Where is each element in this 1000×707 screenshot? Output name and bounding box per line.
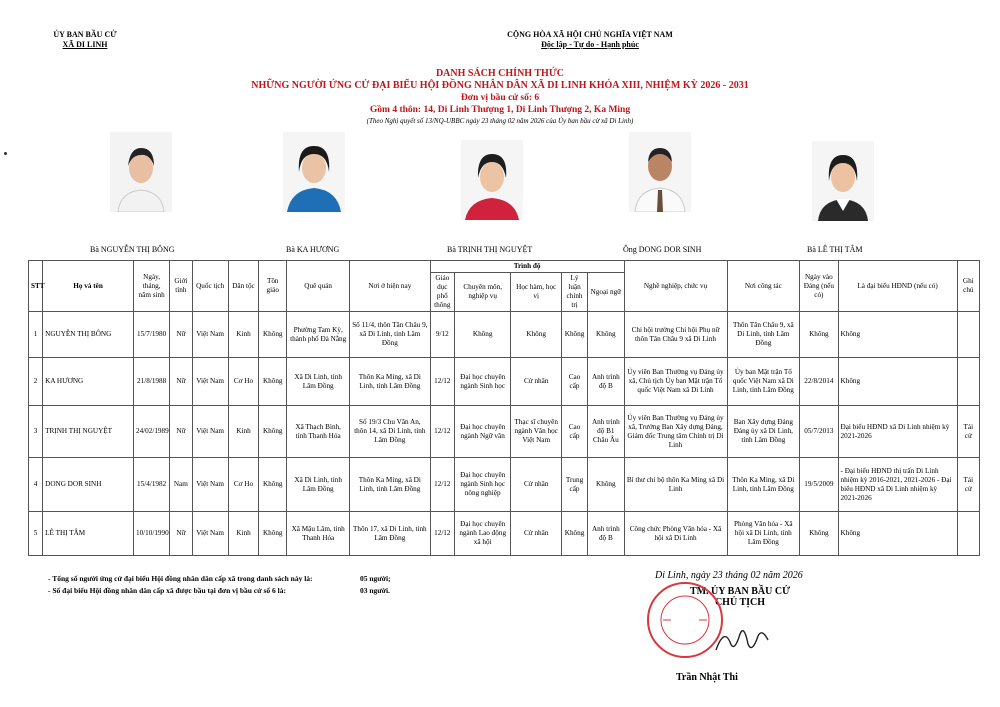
cell-occupation: Bí thư chi bộ thôn Ka Ming xã Di Linh: [624, 458, 727, 512]
cell-political: Trung cấp: [561, 458, 587, 512]
cell-nationality: Việt Nam: [192, 512, 228, 556]
cell-degree: Cử nhân: [511, 512, 561, 556]
col-header-note: Ghi chú: [957, 261, 979, 312]
cell-hometown: Phường Tam Kỳ, thành phố Đà Nẵng: [287, 312, 350, 358]
cell-gender: Nam: [170, 458, 192, 512]
cell-hometown: Xã Mậu Lâm, tỉnh Thanh Hóa: [287, 512, 350, 556]
cell-language: Không: [588, 312, 624, 358]
cell-nationality: Việt Nam: [192, 458, 228, 512]
col-header-residence: Nơi ở hiện nay: [349, 261, 430, 312]
summary-total-value: 05 người;: [360, 574, 391, 583]
col-header-trinh-do: Trình độ: [430, 261, 624, 273]
cell-note: [957, 512, 979, 556]
cell-party-date: Không: [800, 512, 838, 556]
cell-party-date: 22/8/2014: [800, 358, 838, 406]
sign-org-name: TM. ỦY BAN BẦU CỬ: [689, 586, 791, 597]
cell-ethnicity: Kinh: [228, 312, 258, 358]
cell-specialty: Đại học chuyên ngành Lao động xã hội: [454, 512, 511, 556]
cell-hdnd: Không: [838, 512, 957, 556]
cell-religion: Không: [259, 312, 287, 358]
cell-occupation: Ủy viên Ban Thường vụ Đảng ủy xã, Trưởng Ban Xây dựng Đảng, Giám đốc Trung tâm Chính trị Di Linh: [624, 406, 727, 458]
issuer-line1: ỦY BAN BẦU CỬ: [53, 30, 117, 39]
cell-dob: 21/8/1988: [133, 358, 169, 406]
photo-caption-4: Ông DONG DOR SINH: [623, 245, 702, 254]
candidate-photo-1: [110, 132, 172, 212]
candidate-photo-3: [461, 140, 523, 220]
col-header-specialty: Chuyên môn, nghiệp vụ: [454, 273, 511, 312]
cell-dob: 10/10/1990: [133, 512, 169, 556]
cell-ethnicity: Kinh: [228, 406, 258, 458]
cell-general-edu: 12/12: [430, 458, 454, 512]
cell-hometown: Xã Thạch Bình, tỉnh Thanh Hóa: [287, 406, 350, 458]
cell-dob: 15/4/1982: [133, 458, 169, 512]
cell-political: Không: [561, 512, 587, 556]
summary-seats-value: 03 người.: [360, 586, 390, 595]
table-row: [29, 406, 980, 458]
cell-language: Không: [588, 458, 624, 512]
cell-degree: Cử nhân: [511, 458, 561, 512]
col-header-ethnicity: Dân tộc: [228, 261, 258, 312]
col-header-hdnd: Là đại biểu HĐND (nếu có): [838, 261, 957, 312]
cell-ethnicity: Cơ Ho: [228, 358, 258, 406]
cell-party-date: 05/7/2013: [800, 406, 838, 458]
cell-degree: Thạc sĩ chuyên ngành Văn học Việt Nam: [511, 406, 561, 458]
cell-note: Tái cử: [957, 458, 979, 512]
cell-ethnicity: Cơ Ho: [228, 458, 258, 512]
cell-stt: 2: [29, 358, 43, 406]
cell-political: Cao cấp: [561, 358, 587, 406]
cell-residence: Số 11/4, thôn Tân Châu 9, xã Di Linh, tỉnh Lâm Đồng: [349, 312, 430, 358]
cell-stt: 3: [29, 406, 43, 458]
title-line3: Đơn vị bầu cử số: 6: [460, 93, 540, 103]
cell-religion: Không: [259, 458, 287, 512]
cell-note: [957, 358, 979, 406]
cell-name: DONG DOR SINH: [43, 458, 134, 512]
col-header-gender: Giới tính: [170, 261, 192, 312]
cell-dob: 24/02/1989: [133, 406, 169, 458]
col-header-religion: Tôn giáo: [259, 261, 287, 312]
col-header-party-date: Ngày vào Đảng (nếu có): [800, 261, 838, 312]
photo-caption-1: Bà NGUYỄN THỊ BÔNG: [90, 245, 175, 254]
cell-gender: Nữ: [170, 406, 192, 458]
cell-hdnd: Đại biểu HĐND xã Di Linh nhiệm kỳ 2021-2026: [838, 406, 957, 458]
col-header-workplace: Nơi công tác: [727, 261, 800, 312]
cell-residence: Thôn 17, xã Di Linh, tỉnh Lâm Đồng: [349, 512, 430, 556]
cell-residence: Số 19/3 Chu Văn An, thôn 14, xã Di Linh, tỉnh Lâm Đồng: [349, 406, 430, 458]
cell-general-edu: 9/12: [430, 312, 454, 358]
cell-stt: 1: [29, 312, 43, 358]
cell-specialty: Đại học chuyên ngành Ngữ văn: [454, 406, 511, 458]
cell-occupation: Chi hội trưởng Chi hội Phụ nữ thôn Tân Châu 9 xã Di Linh: [624, 312, 727, 358]
cell-name: KA HƯƠNG: [43, 358, 134, 406]
document-title: [150, 68, 850, 116]
cell-ethnicity: Kinh: [228, 512, 258, 556]
col-header-hometown: Quê quán: [287, 261, 350, 312]
cell-workplace: Ủy ban Mặt trận Tổ quốc Việt Nam xã Di Linh, tỉnh Lâm Đồng: [727, 358, 800, 406]
col-header-name: Họ và tên: [43, 261, 134, 312]
cell-name: LÊ THỊ TÂM: [43, 512, 134, 556]
col-header-general-edu: Giáo dục phổ thông: [430, 273, 454, 312]
cell-workplace: Thôn Ka Ming, xã Di Linh, tỉnh Lâm Đồng: [727, 458, 800, 512]
photo-caption-5: Bà LÊ THỊ TÂM: [807, 245, 863, 254]
col-header-occupation: Nghề nghiệp, chức vụ: [624, 261, 727, 312]
cell-occupation: Ủy viên Ban Thường vụ Đảng ủy xã, Chủ tịch Ủy ban Mặt trận Tổ quốc Việt Nam xã Di Linh: [624, 358, 727, 406]
title-line1: DANH SÁCH CHÍNH THỨC: [435, 68, 565, 79]
cell-hdnd: Không: [838, 358, 957, 406]
summary-seats-label: - Số đại biểu Hội đồng nhân dân cấp xã được bầu tại đơn vị bầu cử số 6 là:: [48, 586, 286, 595]
cell-language: Anh trình độ B1 Châu Âu: [588, 406, 624, 458]
cell-gender: Nữ: [170, 312, 192, 358]
national-motto-2: Độc lập - Tự do - Hạnh phúc: [541, 40, 639, 49]
cell-occupation: Công chức Phòng Văn hóa - Xã hội xã Di Linh: [624, 512, 727, 556]
cell-religion: Không: [259, 512, 287, 556]
cell-residence: Thôn Ka Ming, xã Di Linh, tỉnh Lâm Đồng: [349, 358, 430, 406]
cell-name: TRỊNH THỊ NGUYỆT: [43, 406, 134, 458]
col-header-degree: Học hàm, học vị: [511, 273, 561, 312]
national-motto-1: CỘNG HÒA XÃ HỘI CHỦ NGHĨA VIỆT NAM: [507, 30, 673, 39]
col-header-stt: STT: [29, 261, 43, 312]
cell-workplace: Phòng Văn hóa - Xã hội xã Di Linh, tỉnh Lâm Đồng: [727, 512, 800, 556]
cell-nationality: Việt Nam: [192, 406, 228, 458]
cell-specialty: Không: [454, 312, 511, 358]
cell-political: Cao cấp: [561, 406, 587, 458]
scan-speck: [4, 152, 7, 155]
candidate-table: [28, 260, 980, 556]
cell-specialty: Đại học chuyên ngành Sinh học nông nghiệp: [454, 458, 511, 512]
cell-party-date: Không: [800, 312, 838, 358]
handwritten-signature: [712, 620, 772, 660]
photo-caption-3: Bà TRỊNH THỊ NGUYỆT: [447, 245, 533, 254]
resolution-note: (Theo Nghị quyết số 13/NQ-UBBC ngày 23 tháng 02 năm 2026 của Ủy ban bầu cử xã Di Linh): [366, 117, 634, 125]
cell-party-date: 19/5/2009: [800, 458, 838, 512]
national-header: [480, 30, 700, 50]
cell-stt: 4: [29, 458, 43, 512]
summary-total-label: - Tổng số người ứng cử đại biểu Hội đồng nhân dân cấp xã trong danh sách này là:: [48, 574, 313, 583]
title-line2: NHỮNG NGƯỜI ỨNG CỬ ĐẠI BIỂU HỘI ĐỒNG NHÂN DÂN XÃ DI LINH KHÓA XIII, NHIỆM KỲ 2026 - 2031: [251, 80, 749, 91]
cell-dob: 15/7/1980: [133, 312, 169, 358]
cell-degree: Cử nhân: [511, 358, 561, 406]
cell-residence: Thôn Ka Ming, xã Di Linh, tỉnh Lâm Đồng: [349, 458, 430, 512]
candidate-photo-5: [812, 141, 874, 221]
signer-name: Trần Nhật Thi: [676, 672, 738, 683]
cell-workplace: Thôn Tân Châu 9, xã Di Linh, tỉnh Lâm Đồng: [727, 312, 800, 358]
cell-degree: Không: [511, 312, 561, 358]
col-header-dob: Ngày, tháng, năm sinh: [133, 261, 169, 312]
candidate-photo-2: [283, 132, 345, 212]
cell-general-edu: 12/12: [430, 358, 454, 406]
table-row: [29, 512, 980, 556]
issuer-line2: XÃ DI LINH: [62, 40, 108, 49]
col-header-political: Lý luận chính trị: [561, 273, 587, 312]
cell-language: Anh trình độ B: [588, 512, 624, 556]
title-line4: Gồm 4 thôn: 14, Di Linh Thượng 1, Di Linh Thượng 2, Ka Ming: [369, 105, 631, 115]
cell-nationality: Việt Nam: [192, 358, 228, 406]
cell-gender: Nữ: [170, 358, 192, 406]
col-header-language: Ngoại ngữ: [588, 273, 624, 312]
cell-specialty: Đại học chuyên ngành Sinh học: [454, 358, 511, 406]
table-row: [29, 458, 980, 512]
cell-religion: Không: [259, 358, 287, 406]
cell-hometown: Xã Di Linh, tỉnh Lâm Đồng: [287, 358, 350, 406]
cell-gender: Nữ: [170, 512, 192, 556]
col-header-nationality: Quốc tịch: [192, 261, 228, 312]
sign-role: CHỦ TỊCH: [714, 597, 766, 608]
cell-hdnd: Không: [838, 312, 957, 358]
candidate-photo-4: [629, 132, 691, 212]
cell-name: NGUYỄN THỊ BÔNG: [43, 312, 134, 358]
cell-note: Tái cử: [957, 406, 979, 458]
issuer-header: [30, 30, 140, 50]
sign-date: Di Linh, ngày 23 tháng 02 năm 2026: [655, 570, 803, 581]
cell-hometown: Xã Di Linh, tỉnh Lâm Đồng: [287, 458, 350, 512]
table-row: [29, 312, 980, 358]
cell-stt: 5: [29, 512, 43, 556]
table-row: [29, 358, 980, 406]
cell-language: Anh trình độ B: [588, 358, 624, 406]
table-header-row: [29, 261, 980, 273]
cell-workplace: Ban Xây dựng Đảng Đảng ủy xã Di Linh, tỉnh Lâm Đồng: [727, 406, 800, 458]
cell-general-edu: 12/12: [430, 406, 454, 458]
cell-hdnd: - Đại biểu HĐND thị trấn Di Linh nhiệm kỳ 2016-2021, 2021-2026 - Đại biểu HĐND xã Di Linh nhiệm kỳ 2021-2026: [838, 458, 957, 512]
photo-caption-2: Bà KA HƯƠNG: [286, 245, 340, 254]
cell-religion: Không: [259, 406, 287, 458]
cell-note: [957, 312, 979, 358]
cell-general-edu: 12/12: [430, 512, 454, 556]
cell-nationality: Việt Nam: [192, 312, 228, 358]
cell-political: Không: [561, 312, 587, 358]
